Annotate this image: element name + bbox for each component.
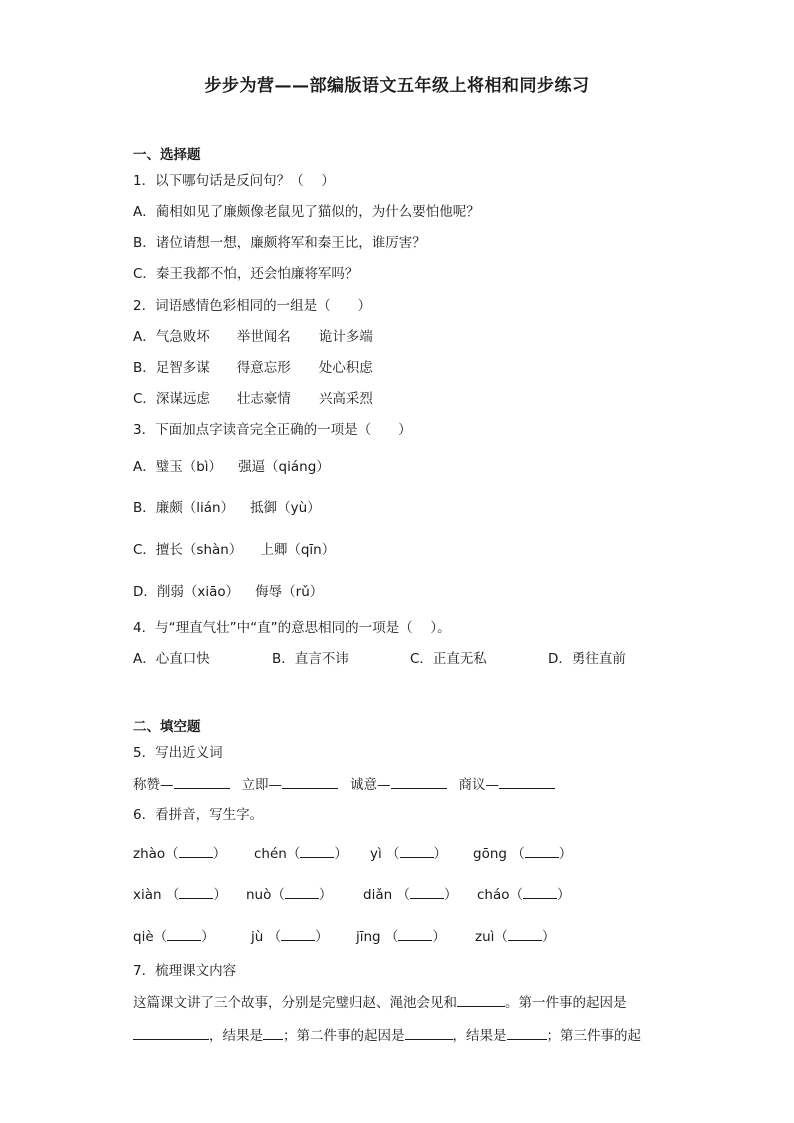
q2-b-word-1: B．足智多谋 bbox=[133, 360, 210, 376]
answer-blank[interactable] bbox=[507, 1026, 547, 1040]
q3-stem: 3．下面加点字读音完全正确的一项是（ ） bbox=[133, 422, 412, 438]
q1-option-b: B．诸位请想一想，廉颇将军和秦王比，谁厉害？ bbox=[133, 235, 426, 251]
q3-a-part-1: A．璧玉（bì） bbox=[133, 459, 223, 475]
q2-c-word-3: 兴高采烈 bbox=[318, 391, 373, 407]
q6-stem: 6．看拼音，写生字。 bbox=[133, 807, 264, 823]
q7-stem: 7．梳理课文内容 bbox=[133, 963, 237, 979]
q6-item: qiè（ ） bbox=[133, 929, 215, 945]
q6-item: jīng （ ） bbox=[356, 929, 446, 945]
answer-blank[interactable] bbox=[167, 927, 201, 941]
answer-blank[interactable] bbox=[133, 1026, 209, 1040]
q4-option-b: B．直言不讳 bbox=[272, 651, 349, 667]
answer-blank[interactable] bbox=[263, 1026, 283, 1040]
answer-blank[interactable] bbox=[300, 844, 334, 858]
q2-stem: 2．词语感情色彩相同的一组是（ ） bbox=[133, 298, 372, 314]
answer-blank[interactable] bbox=[179, 885, 213, 899]
answer-blank[interactable] bbox=[508, 927, 542, 941]
q3-option-d bbox=[133, 583, 323, 601]
answer-blank[interactable] bbox=[457, 993, 505, 1007]
q3-c-part-2: 上卿（qīn） bbox=[260, 542, 336, 558]
q3-d-part-2: 侮辱（rǔ） bbox=[255, 584, 324, 600]
q6-item: diǎn （ ） bbox=[363, 887, 458, 903]
q3-d-part-1: D．削弱（xiāo） bbox=[133, 584, 240, 600]
q5-stem: 5．写出近义词 bbox=[133, 745, 223, 761]
q4-option-a: A．心直口快 bbox=[133, 651, 210, 667]
answer-blank[interactable] bbox=[398, 927, 432, 941]
q3-option-b bbox=[133, 499, 321, 517]
answer-blank[interactable] bbox=[499, 775, 555, 789]
q3-b-part-1: B．廉颇（lián） bbox=[133, 500, 235, 516]
q5-item-4: 商议— bbox=[458, 777, 499, 793]
q7-line-1: 这篇课文讲了三个故事，分别是完璧归赵、渑池会见和 。第一件事的起因是 bbox=[133, 995, 627, 1011]
q1-stem: 1．以下哪句话是反问句？（ ） bbox=[133, 173, 335, 189]
q5-item-1: 称赞— bbox=[133, 777, 174, 793]
q5-items bbox=[133, 775, 555, 794]
q6-item: chén（ ） bbox=[254, 846, 348, 862]
answer-blank[interactable] bbox=[405, 1026, 453, 1040]
q6-item: jù （ ） bbox=[251, 929, 329, 945]
answer-blank[interactable] bbox=[282, 775, 338, 789]
q3-option-c bbox=[133, 541, 335, 559]
q3-option-a bbox=[133, 458, 330, 476]
q2-c-word-2: 壮志豪情 bbox=[236, 391, 291, 407]
section-heading-fill: 二、填空题 bbox=[133, 719, 201, 735]
q6-item: nuò（ ） bbox=[246, 887, 333, 903]
q2-option-b bbox=[133, 359, 373, 377]
q2-a-word-1: A．气急败坏 bbox=[133, 329, 210, 345]
q2-a-word-3: 诡计多端 bbox=[318, 329, 373, 345]
q2-option-c bbox=[133, 390, 373, 408]
answer-blank[interactable] bbox=[400, 844, 434, 858]
answer-blank[interactable] bbox=[410, 885, 444, 899]
q3-b-part-2: 抵御（yù） bbox=[250, 500, 321, 516]
answer-blank[interactable] bbox=[391, 775, 447, 789]
q1-option-c: C．秦王我都不怕，还会怕廉将军吗？ bbox=[133, 266, 359, 282]
answer-blank[interactable] bbox=[281, 927, 315, 941]
q4-option-c: C．正直无私 bbox=[410, 651, 487, 667]
answer-blank[interactable] bbox=[174, 775, 230, 789]
answer-blank[interactable] bbox=[285, 885, 319, 899]
q3-c-part-1: C．擅长（shàn） bbox=[133, 542, 243, 558]
q6-item: gōng （ ） bbox=[473, 846, 573, 862]
q6-item: yì （ ） bbox=[370, 846, 448, 862]
q5-item-3: 诚意— bbox=[350, 777, 391, 793]
q2-b-word-3: 处心积虑 bbox=[318, 360, 373, 376]
q1-option-a: A．蔺相如见了廉颇像老鼠见了猫似的，为什么要怕他呢？ bbox=[133, 204, 480, 220]
q4-option-d: D．勇往直前 bbox=[548, 651, 626, 667]
q3-a-part-2: 强逼（qiáng） bbox=[238, 459, 330, 475]
q2-a-word-2: 举世闻名 bbox=[236, 329, 291, 345]
answer-blank[interactable] bbox=[179, 844, 213, 858]
section-heading-choice: 一、选择题 bbox=[133, 147, 201, 163]
q2-option-a bbox=[133, 328, 373, 346]
q7-line-2: ，结果是 ；第二件事的起因是 ，结果是 ；第三件事的起 bbox=[133, 1026, 641, 1045]
q2-b-word-2: 得意忘形 bbox=[236, 360, 291, 376]
q4-stem: 4．与“理直气壮”中“直”的意思相同的一项是（ ）。 bbox=[133, 620, 451, 636]
q6-item: zhào（ ） bbox=[133, 846, 227, 862]
page-title: 步步为营——部编版语文五年级上将相和同步练习 bbox=[204, 76, 590, 96]
q6-item: cháo（ ） bbox=[477, 887, 571, 903]
answer-blank[interactable] bbox=[525, 844, 559, 858]
q2-c-word-1: C．深谋远虑 bbox=[133, 391, 210, 407]
q6-item: zuì（ ） bbox=[475, 929, 556, 945]
answer-blank[interactable] bbox=[523, 885, 557, 899]
q6-item: xiàn （ ） bbox=[133, 887, 227, 903]
q5-item-2: 立即— bbox=[241, 777, 282, 793]
